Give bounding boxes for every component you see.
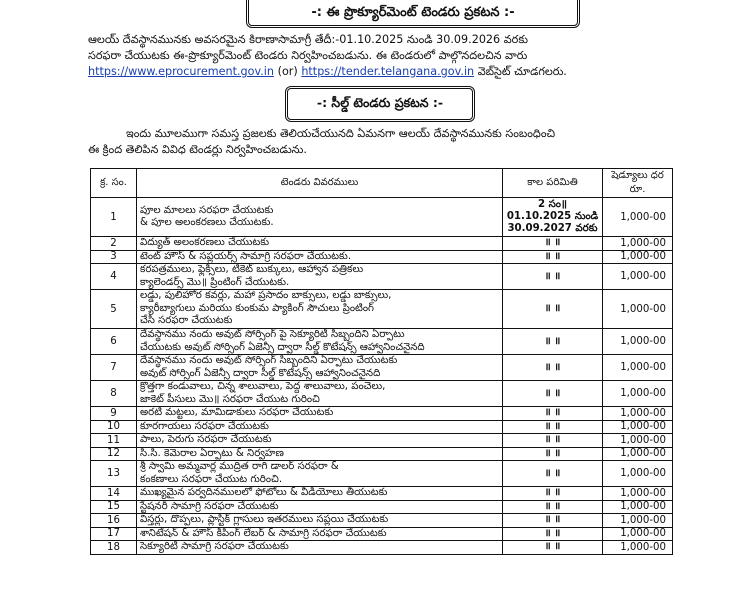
table-row <box>91 290 673 329</box>
row-number: 17 <box>91 527 137 541</box>
description-line: క్యారీబ్యాగులు మరియు కుంకుమ ప్యాకింగ్ సౌచులు ప్రింటింగ్ <box>140 302 374 314</box>
description-line: కరపత్రములు, ఫ్లెక్సీలు, టికెట్ బుక్కులు, ఆహ్వాన పత్రికలు <box>140 264 364 275</box>
row-period <box>503 198 603 237</box>
table-row <box>91 264 673 290</box>
row-number: 12 <box>91 447 137 461</box>
website-suffix: వెబ్‌సైట్ చూడగలరు. <box>477 65 567 78</box>
row-description <box>137 381 503 407</box>
tender-banner-title: -: ఈ ప్రొక్యూర్‌మెంట్ టెండరు ప్రకటన :- <box>246 0 580 28</box>
period-line: ॥ ॥ <box>544 500 561 512</box>
row-fee: 1,000-00 <box>603 407 673 421</box>
period-line: ॥ ॥ <box>544 487 561 499</box>
row-period <box>503 250 603 264</box>
row-fee: 1,000-00 <box>603 250 673 264</box>
period-line: ॥ ॥ <box>544 420 561 432</box>
row-fee: 1,000-00 <box>603 461 673 487</box>
period-line: 30.09.2027 వరకు <box>507 223 598 234</box>
row-period <box>503 420 603 434</box>
table-row <box>91 420 673 434</box>
period-line: ॥ ॥ <box>544 387 561 399</box>
period-line: ॥ ॥ <box>544 541 561 553</box>
description-line: పూల మాలలు సరఫరా చేయుటకు <box>140 204 274 216</box>
tender-table <box>90 168 673 555</box>
row-fee: 1,000-00 <box>603 420 673 434</box>
row-fee: 1,000-00 <box>603 198 673 237</box>
row-description <box>137 514 503 528</box>
table-row <box>91 250 673 264</box>
description-line: జాకెట్ పీసులు మొ॥ సరఫరా చేయుట గురించి <box>140 393 320 405</box>
sealed-tender-title: -: సీల్డ్ టెండరు ప్రకటన :- <box>285 86 475 122</box>
row-number: 2 <box>91 237 137 251</box>
table-row <box>91 487 673 501</box>
description-line: శ్రీ స్వామి అమ్మవార్ల ముద్రిత రాగి డాలర్ సరఫరా & <box>140 461 339 472</box>
description-line: అరటి మట్టలు, మామిడాకులు సరఫరా చేయుటకు <box>140 407 334 418</box>
description-line: స్టేషనరీ సామాగ్రి సరఫరా చేయుటకు <box>140 500 279 512</box>
header-period: కాల పరిమితి <box>503 169 603 198</box>
row-description <box>137 420 503 434</box>
description-line: కంకణాలు సరఫరా చేయుట గురించి. <box>140 473 283 485</box>
row-fee: 1,000-00 <box>603 355 673 381</box>
row-number: 8 <box>91 381 137 407</box>
period-line: ॥ ॥ <box>544 434 561 446</box>
description-line: పాలు, పెరుగు సరఫరా చేయుటకు <box>140 434 272 445</box>
period-line: ॥ ॥ <box>544 514 561 526</box>
intro-line-2: సరఫరా చేయుటకు ఈ-ప్రొక్యూర్‌మెంట్ టెండరు నిర్వహించబడును. ఈ టెండరులో పాల్గొనదలచిన వారు <box>88 49 528 62</box>
row-period <box>503 329 603 355</box>
description-line: క్యాలెండర్స్ మొ॥ ప్రింటింగ్ చేయుటకు. <box>140 276 290 288</box>
row-number: 18 <box>91 541 137 555</box>
description-line: విస్తర్లు, దొప్పలు, ప్లాస్టిక్ గ్లాసులు ఇతరములు సప్లయి చేయుటకు <box>140 514 389 525</box>
description-line: టెంట్ హౌస్ & సప్లయర్స్ సామాగ్రి సరఫరా చేయుటకు. <box>140 250 352 262</box>
description-line: & పూల అలంకరణలు చేయుటకు. <box>140 217 274 228</box>
row-period <box>503 487 603 501</box>
period-line: 01.10.2025 నుండి <box>506 211 599 222</box>
row-number: 6 <box>91 329 137 355</box>
row-description <box>137 407 503 421</box>
row-period <box>503 237 603 251</box>
notice-line-1: ఇందు మూలముగా సమస్త ప్రజలకు తెలియచేయునది ఏమనగా ఆలయ్ దేవస్థానమునకు సంబంధించి <box>126 127 556 140</box>
row-description <box>137 461 503 487</box>
row-number: 9 <box>91 407 137 421</box>
row-fee: 1,000-00 <box>603 237 673 251</box>
row-fee: 1,000-00 <box>603 447 673 461</box>
table-row <box>91 461 673 487</box>
row-description <box>137 329 503 355</box>
description-line: లడ్డు, పులిహోర కవర్లు, మహా ప్రసాదం బాక్సులు, లడ్డు బాక్సులు, <box>140 290 392 302</box>
row-fee: 1,000-00 <box>603 264 673 290</box>
row-fee: 1,000-00 <box>603 514 673 528</box>
row-description <box>137 541 503 555</box>
description-line: కూరగాయలు సరఫరా చేయుటకు <box>140 420 269 432</box>
description-line: చేసి సరఫరా చేయుటకు <box>140 315 233 327</box>
row-description <box>137 500 503 514</box>
row-number: 14 <box>91 487 137 501</box>
table-row <box>91 381 673 407</box>
description-line: దేవస్థానము నందు అవుట్ సోర్సింగ్ సిబ్బందిని ఏర్పాటు చేయుటకు <box>140 355 398 366</box>
notice-line-2: ఈ క్రింద తెలిపిన వివిధ టెండర్లు నిర్వహించబడును. <box>88 143 307 156</box>
row-period <box>503 407 603 421</box>
row-period <box>503 264 603 290</box>
description-line: చేయుటకు అవుట్ సోర్సింగ్ ఏజెన్సీ ద్వారా సీల్డ్ కొటేషన్స్ ఆహ్వానించనైనది <box>140 341 425 353</box>
row-period <box>503 355 603 381</box>
table-row <box>91 514 673 528</box>
table-row <box>91 527 673 541</box>
description-line: సెక్యూరిటీ సామాగ్రి సరఫరా చేయుటకు <box>140 541 289 552</box>
row-description <box>137 355 503 381</box>
row-description <box>137 447 503 461</box>
row-period <box>503 541 603 555</box>
period-line: ॥ ॥ <box>544 361 561 373</box>
row-period <box>503 461 603 487</box>
row-fee: 1,000-00 <box>603 329 673 355</box>
description-line: సి.సి. కెమెరాల ఏర్పాటు & నిర్వహణ <box>140 447 284 459</box>
description-line: శానిటేషన్ & హౌస్ కీపింగ్ లేబర్ & సామాగ్రి సరఫరా చేయుటకు <box>140 527 387 539</box>
row-description <box>137 487 503 501</box>
header-details: టెండరు వివరములు <box>137 169 503 198</box>
row-description <box>137 527 503 541</box>
row-period <box>503 447 603 461</box>
period-line: ॥ ॥ <box>544 447 561 459</box>
table-row <box>91 447 673 461</box>
row-number: 15 <box>91 500 137 514</box>
row-number: 3 <box>91 250 137 264</box>
row-number: 1 <box>91 198 137 237</box>
row-fee: 1,000-00 <box>603 487 673 501</box>
description-line: అవుట్ సోర్సింగ్ ఏజెన్సీ ద్వారా సీల్డ్ కొటేషన్స్ ఆహ్వానించనైనది <box>140 367 381 379</box>
row-number: 16 <box>91 514 137 528</box>
period-line: ॥ ॥ <box>544 250 561 262</box>
table-row <box>91 541 673 555</box>
row-period <box>503 290 603 329</box>
row-number: 7 <box>91 355 137 381</box>
row-period <box>503 514 603 528</box>
period-line: 2 సం॥ <box>537 199 568 210</box>
header-fee: షెడ్యూలు ధర రూ. <box>603 169 673 198</box>
notice-paragraph <box>88 126 688 158</box>
description-line: దేవస్థానము నందు అవుట్ సోర్సింగ్ పై సెక్యూరిటీ సిబ్బందిని ఏర్పాటు <box>140 329 405 340</box>
description-line: క్రొత్తగా కండువాలు, చిన్న శాలువాలు, పెద్ద శాలువాలు, పంచెలు, <box>140 381 386 392</box>
or-text: (or) <box>277 65 298 78</box>
table-row <box>91 329 673 355</box>
row-description <box>137 434 503 448</box>
row-description <box>137 198 503 237</box>
row-period <box>503 500 603 514</box>
telangana-tender-link[interactable]: https://tender.telangana.gov.in <box>301 65 475 78</box>
row-number: 10 <box>91 420 137 434</box>
row-number: 11 <box>91 434 137 448</box>
eprocurement-link[interactable]: https://www.eprocurement.gov.in <box>88 65 275 78</box>
period-line: ॥ ॥ <box>544 270 561 282</box>
description-line: ముఖ్యమైన పర్వదినములలో ఫోటోలు & వీడియోలు తీయుటకు <box>140 487 388 498</box>
period-line: ॥ ॥ <box>544 467 561 479</box>
row-description <box>137 237 503 251</box>
row-fee: 1,000-00 <box>603 500 673 514</box>
row-description <box>137 290 503 329</box>
row-number: 4 <box>91 264 137 290</box>
row-number: 13 <box>91 461 137 487</box>
row-number: 5 <box>91 290 137 329</box>
table-row <box>91 237 673 251</box>
row-period <box>503 381 603 407</box>
table-row <box>91 434 673 448</box>
description-line: విద్యుత్ అలంకరణలు చేయుటకు <box>140 237 270 248</box>
row-fee: 1,000-00 <box>603 381 673 407</box>
period-line: ॥ ॥ <box>544 527 561 539</box>
intro-line-3 <box>88 64 688 80</box>
header-sno: క్ర. సం. <box>91 169 137 198</box>
period-line: ॥ ॥ <box>544 237 561 249</box>
table-row <box>91 355 673 381</box>
row-description <box>137 250 503 264</box>
table-row <box>91 500 673 514</box>
period-line: ॥ ॥ <box>544 303 561 314</box>
period-line: ॥ ॥ <box>544 407 561 419</box>
period-line: ॥ ॥ <box>544 335 561 347</box>
row-description <box>137 264 503 290</box>
table-row <box>91 407 673 421</box>
row-period <box>503 527 603 541</box>
table-row <box>91 198 673 237</box>
intro-text <box>88 32 688 80</box>
table-header-row <box>91 169 673 198</box>
row-fee: 1,000-00 <box>603 290 673 329</box>
intro-line-1: ఆలయ్ దేవస్థానమునకు అవసరమైన కిరాణాసామాగ్రీ తేదీ:-01.10.2025 నుండి 30.09.2026 వరకు <box>88 33 529 46</box>
row-fee: 1,000-00 <box>603 434 673 448</box>
row-period <box>503 434 603 448</box>
row-fee: 1,000-00 <box>603 541 673 555</box>
row-fee: 1,000-00 <box>603 527 673 541</box>
